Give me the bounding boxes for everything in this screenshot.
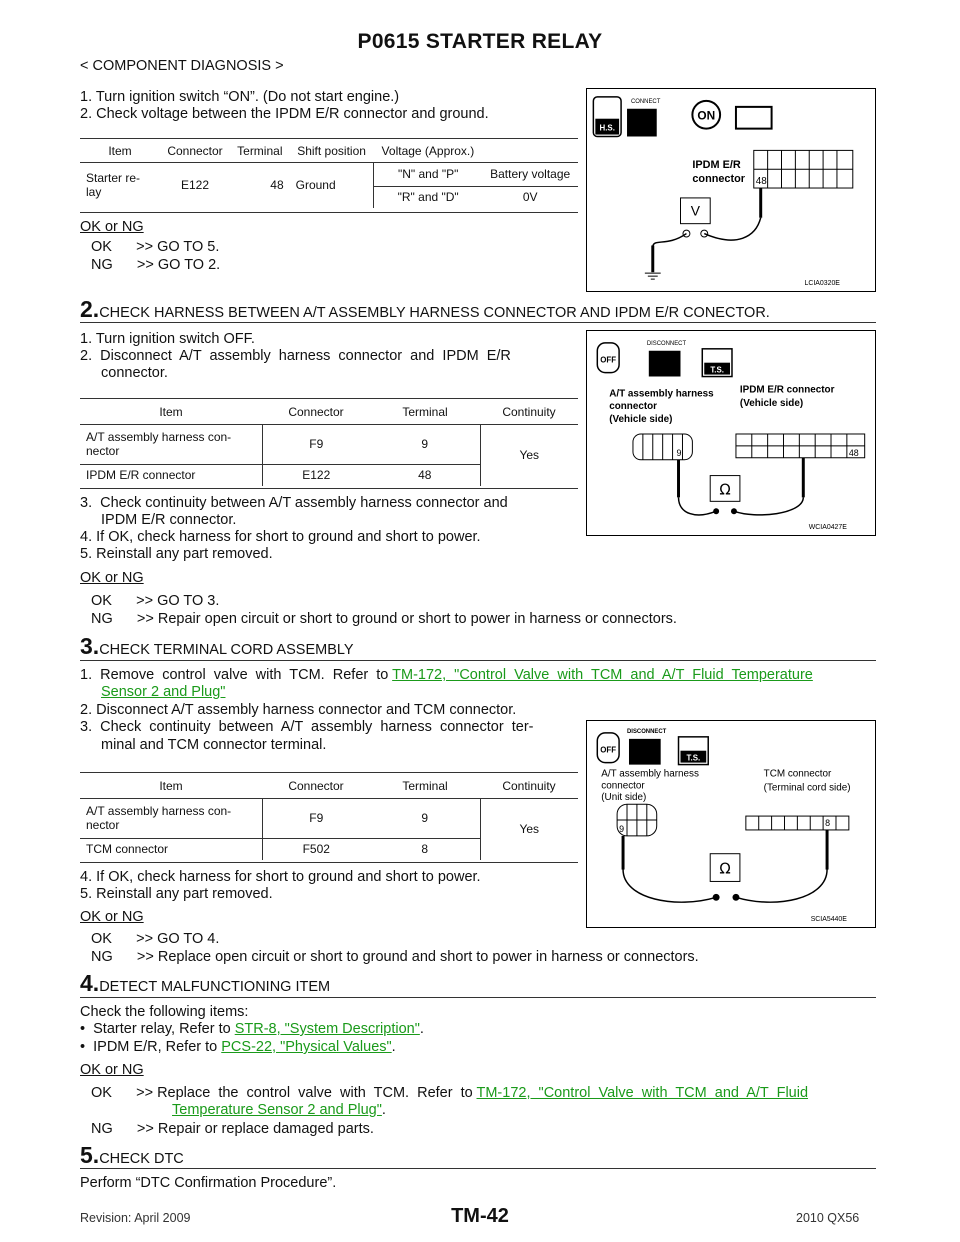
step2-item-1: 1. Turn ignition switch OFF. [80, 331, 255, 347]
col-voltage: Voltage (Approx.) [381, 143, 475, 158]
step2-item-2: 2. Disconnect A/T assembly harness connector and IPDM E/R [80, 348, 511, 364]
step5-heading-text: CHECK DTC [99, 1151, 184, 1167]
fig3-label-3: (Unit side) [601, 792, 647, 804]
step5-heading [80, 1142, 184, 1169]
disconnect-label: DISCONNECT [646, 340, 687, 347]
fig3-label-2: connector [601, 780, 645, 792]
cell-terminal: 9 [370, 424, 480, 464]
fig2-pin-2: 48 [848, 447, 859, 458]
cell-terminal: 9 [370, 798, 480, 838]
fig3-right-1: TCM connector [763, 768, 832, 780]
col-shift: Shift position [297, 143, 366, 158]
step2-item-5: 5. Reinstall any part removed. [80, 546, 273, 562]
col-connector: Connector [288, 778, 344, 793]
col-terminal: Terminal [402, 778, 448, 793]
col-connector: Connector [167, 143, 223, 158]
col-continuity: Continuity [502, 778, 556, 793]
cell-item: TCM connector [80, 838, 262, 860]
fig2-label-2: connector [609, 401, 658, 413]
step3-item-3: 3. Check continuity between A/T assembly harness connector ter- [80, 719, 534, 735]
ng-result: NG >> GO TO 2. [91, 257, 221, 273]
fig1-pin: 48 [755, 176, 767, 188]
cell-terminal: 8 [370, 838, 480, 860]
off-label: OFF [600, 355, 617, 365]
footer-model: 2010 QX56 [796, 1211, 860, 1225]
ok-result: OK >> GO TO 5. [91, 239, 220, 255]
fig2-code: WCIA0427E [808, 524, 847, 532]
tm172-link-cont[interactable]: Sensor 2 and Plug" [101, 684, 226, 700]
cell-connector: E122 [180, 178, 210, 193]
step4-ok-cont [172, 1101, 386, 1119]
step4-number: 4. [80, 970, 100, 996]
ok-end: . [381, 1102, 386, 1118]
cell-continuity: Yes [519, 448, 540, 463]
step4-heading-text: DETECT MALFUNCTIONING ITEM [99, 979, 331, 995]
tm172-link[interactable]: TM-172, "Control Valve with TCM and A/T Fluid [476, 1085, 809, 1101]
step5-number: 5. [80, 1142, 100, 1168]
page-number: TM-42 [451, 1205, 509, 1227]
step5-text: Perform “DTC Confirmation Procedure”. [80, 1175, 337, 1191]
col-item: Item [159, 778, 183, 793]
step2-item-3: 3. Check continuity between A/T assembly harness connector and [80, 495, 508, 511]
cell-connector: F9 [309, 811, 324, 825]
tm172-link[interactable]: TM-172, "Control Valve with TCM and A/T Fluid Temperature [392, 667, 813, 683]
disconnect-label: DISCONNECT [627, 728, 667, 735]
okng-label: OK or NG [80, 219, 144, 235]
continuity-table-1 [80, 400, 578, 486]
fig1-label-1: IPDM E/R [692, 159, 741, 172]
ohmmeter-symbol: Ω [719, 859, 731, 878]
cell-voltage: 0V [522, 190, 538, 205]
fig1-code: LCIA0320E [804, 280, 840, 288]
okng-label: OK or NG [80, 570, 144, 586]
fig1-label-2: connector [692, 173, 745, 186]
step4-heading [80, 970, 330, 997]
ohmmeter-symbol: Ω [719, 480, 731, 499]
fig3-pin-2: 8 [825, 817, 831, 828]
step1-item-1: 1. Turn ignition switch “ON”. (Do not start engine.) [80, 89, 400, 105]
step4-bullet-1 [80, 1020, 424, 1038]
pcs22-link[interactable]: PCS-22, "Physical Values" [221, 1039, 392, 1055]
fig2-label-1: A/T assembly harness [609, 388, 714, 400]
cell-connector: F502 [302, 842, 330, 857]
col-terminal: Terminal [402, 404, 448, 419]
step2-number: 2. [80, 296, 100, 322]
connect-label: CONNECT [630, 98, 661, 105]
str8-link[interactable]: STR-8, "System Description" [234, 1021, 420, 1037]
step2-item-4: 4. If OK, check harness for short to ground and short to power. [80, 529, 481, 545]
ts-label: T.S. [686, 753, 701, 763]
cell-connector: F9 [309, 437, 324, 451]
fig3-label-1: A/T assembly harness [601, 768, 699, 780]
fig2-right-2: (Vehicle side) [739, 398, 804, 410]
fig2-pin-1: 9 [676, 447, 682, 458]
step3-item-5: 5. Reinstall any part removed. [80, 886, 273, 902]
ng-result: NG >> Replace open circuit or short to ground and short to power in harness or connectors. [91, 949, 699, 965]
step4-bullet-2 [80, 1038, 396, 1056]
bullet-2-end: . [391, 1039, 396, 1055]
step3-item-3-cont: minal and TCM connector terminal. [101, 737, 327, 753]
hs-label: H.S. [599, 123, 615, 133]
fig3-pin-1: 9 [619, 823, 625, 834]
ok-result: OK >> GO TO 3. [91, 593, 220, 609]
cell-ground: Ground [295, 178, 336, 193]
col-continuity: Continuity [502, 404, 556, 419]
step3-item-1-text: 1. Remove control valve with TCM. Refer to [80, 667, 393, 683]
continuity-table-2 [80, 774, 578, 860]
step2-heading [80, 296, 770, 323]
step4-intro: Check the following items: [80, 1004, 249, 1020]
step3-item-1 [80, 666, 876, 684]
col-terminal: Terminal [237, 143, 283, 158]
figure-harness-ipdm [586, 330, 876, 536]
okng-label: OK or NG [80, 909, 144, 925]
cell-connector: E122 [302, 468, 331, 483]
step3-item-4: 4. If OK, check harness for short to ground and short to power. [80, 869, 481, 885]
fig3-code: SCIA5440E [810, 916, 847, 924]
step1-item-2: 2. Check voltage between the IPDM E/R connector and ground. [80, 106, 489, 122]
bullet-1-end: . [419, 1021, 424, 1037]
cell-terminal: 48 [270, 178, 284, 193]
cell-item: A/T assembly harness con-nector [80, 424, 262, 464]
ok-text: OK >> Replace the control valve with TCM. Refer to [91, 1085, 477, 1101]
cell-voltage: Battery voltage [490, 167, 571, 181]
voltmeter-v: V [690, 202, 700, 219]
step4-ok [91, 1084, 876, 1102]
step3-heading [80, 633, 354, 660]
figure-terminal-cord [586, 720, 876, 928]
cell-shift: "R" and "D" [374, 186, 483, 208]
okng-label: OK or NG [80, 1062, 144, 1078]
page-title: P0615 STARTER RELAY [357, 30, 603, 53]
step2-item-3-cont: IPDM E/R connector. [101, 512, 237, 528]
fig2-label-3: (Vehicle side) [609, 414, 673, 426]
on-label: ON [697, 108, 716, 123]
col-item: Item [108, 143, 132, 158]
voltage-table [80, 140, 578, 208]
cell-item: Starter re-lay [86, 171, 141, 200]
bullet-2-text: • IPDM E/R, Refer to [80, 1039, 222, 1055]
col-connector: Connector [288, 404, 344, 419]
cell-item: A/T assembly harness con-nector [80, 798, 262, 838]
figure-ipdm-voltage [586, 88, 876, 292]
cell-continuity: Yes [519, 822, 540, 837]
step2-item-2-cont: connector. [101, 365, 168, 381]
cell-shift: "N" and "P" [374, 162, 483, 186]
step2-heading-text: CHECK HARNESS BETWEEN A/T ASSEMBLY HARNESS CONNECTOR AND IPDM E/R CONECTOR. [99, 305, 770, 321]
ng-result: NG >> Repair open circuit or short to ground or short to power in harness or connectors. [91, 611, 677, 627]
footer-revision: Revision: April 2009 [80, 1211, 191, 1225]
step3-item-2: 2. Disconnect A/T assembly harness connector and TCM connector. [80, 702, 517, 718]
bullet-1-text: • Starter relay, Refer to [80, 1021, 235, 1037]
off-label: OFF [600, 745, 617, 755]
cell-item: IPDM E/R connector [80, 464, 262, 486]
ok-result: OK >> GO TO 4. [91, 931, 220, 947]
ts-label: T.S. [710, 365, 724, 375]
fig2-right-1: IPDM E/R connector [739, 384, 835, 396]
col-item: Item [159, 404, 183, 419]
cell-terminal: 48 [370, 464, 480, 486]
tm172-link-cont[interactable]: Temperature Sensor 2 and Plug" [172, 1102, 382, 1118]
section-subtitle: < COMPONENT DIAGNOSIS > [80, 58, 284, 74]
fig3-right-2: (Terminal cord side) [763, 782, 851, 794]
ng-result: NG >> Repair or replace damaged parts. [91, 1121, 374, 1137]
step3-heading-text: CHECK TERMINAL CORD ASSEMBLY [99, 642, 354, 658]
step3-number: 3. [80, 633, 100, 659]
